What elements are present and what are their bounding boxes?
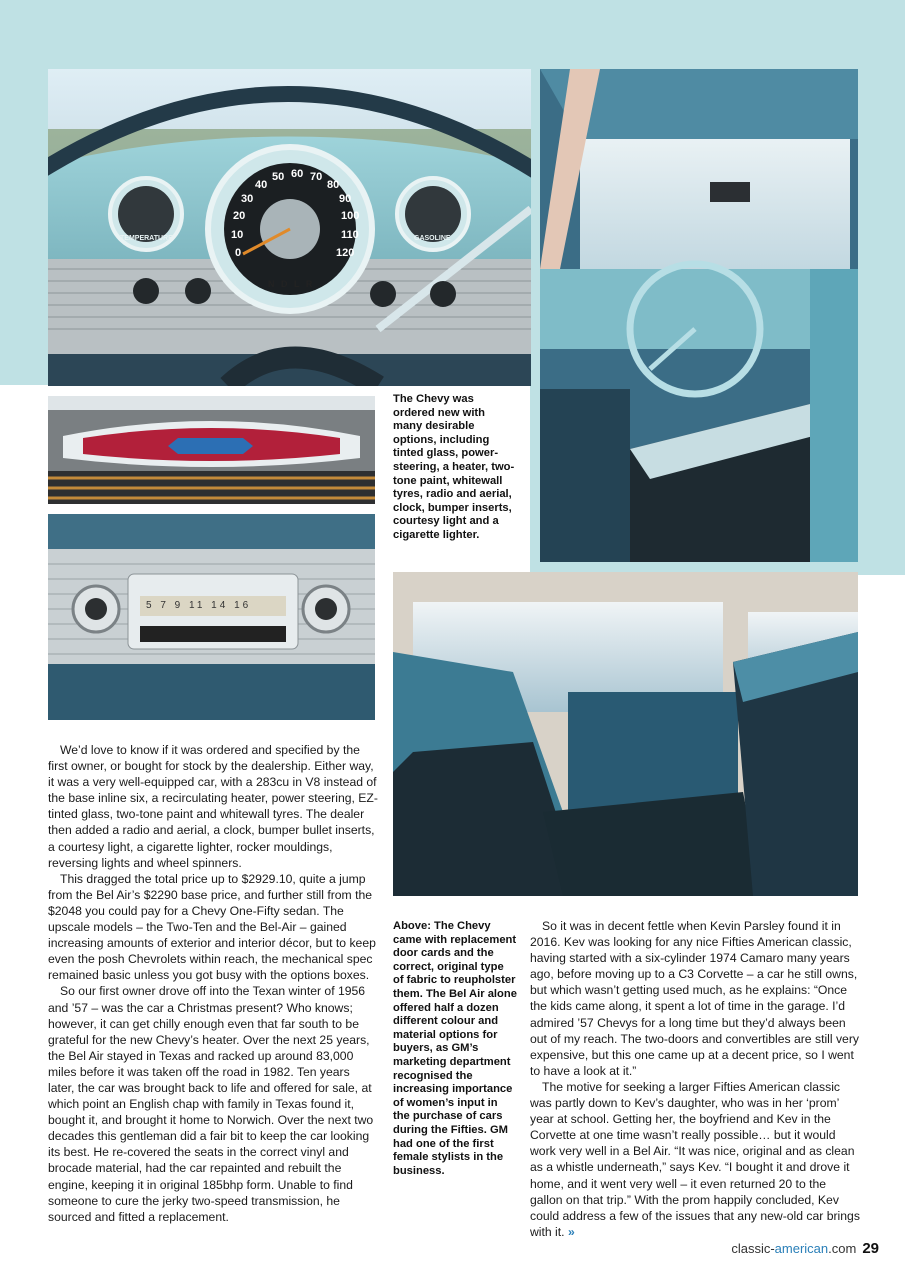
rear-seat-photo [393, 572, 858, 896]
speedo-number: 80 [327, 179, 340, 191]
article-paragraph: So our first owner drove off into the Texan winter of 1956 and ’57 – was the car a Christmas present? Who knows; however, it can get chilly enough even that far south to be grateful for the new Chevy’s heater. Over the next 25 years, the Bel Air stayed in Texas and racked up around 83,000 miles before it was taken off the road in 1982. Ten years later, the car was brought back to life and offered for sale, at which point an English chap with family in Texas found it, bought it, and brought it home to Norwich. Over the next two decades this gentleman did a fair bit to keep the car looking its best. He re-covered the seats in the correct vinyl and brocade material, had the car repainted and rebuilt the engine, keeping it in original 185bhp form. Unable to find someone to cure the jerky two-speed transmission, he sourced and fitted a replacement. [48, 984, 374, 1224]
article-paragraph [530, 1079, 860, 1240]
gasoline-gauge-label: GASOLINE [414, 235, 451, 242]
page-footer [731, 1240, 879, 1257]
speedo-number: 120 [336, 247, 355, 259]
speedo-number: 100 [341, 210, 360, 222]
article-column-1 [48, 742, 378, 1225]
speedo-number: 30 [241, 193, 254, 205]
temperature-gauge-label: TEMPERATURE [120, 235, 173, 242]
speedo-number: 90 [339, 193, 352, 205]
site-suffix: .com [828, 1241, 857, 1256]
article-paragraph: So it was in decent fettle when Kevin Parsley found it in 2016. Kev was looking for any nice Fifties American classic, having started with a six-cylinder 1974 Camaro many years ago, before moving up to a C3 Corvette – a car he still owns, but which wasn’t getting used much, as he explains: “Once the kids came along, it spent a lot of time in the garage. I’d admired ’57 Chevys for a long time but they’d always been out of my reach. The two-doors and convertibles are still very expensive, but this one came up at a decent price, so I went to have a look at it.” [530, 919, 859, 1078]
article-paragraph-text: The motive for seeking a larger Fifties American classic was partly down to Kev’s daughter, who was in her ‘prom’ year at school. Getting her, the boyfriend and Kev in the Corvette at one time wasn’t really possible… but it would work very well in a Bel Air. “It was nice, original and as clean as a whistle underneath,” says Kev. “I bought it and drove it home, and it went very well – it even returned 20 to the gallon on that trip.” With the prom happily concluded, Kev could address a few of the issues that any new-old car brings with it. [530, 1079, 860, 1239]
radio-dial-numbers: 5 7 9 11 14 16 [146, 600, 252, 611]
article-paragraph: We’d love to know if it was ordered and specified by the first owner, or bought for stock by the dealership. Either way, it was a very well-equipped car, with a 283cu in V8 instead of the base inline six, a recirculating heater, power steering, EZ-tinted glass, two-tone paint and whitewall tyres. The dealer then added a radio and aerial, a clock, bumper bullet inserts, a courtesy light, a cigarette lighter, rocker mouldings, reversing lights and wheel spinners. [48, 743, 378, 870]
dashboard-caption: The Chevy was ordered new with many desirable options, including tinted glass, power-steering, a heater, two-tone paint, whitewall tyres, radio and aerial, clock, bumper inserts, courtesy light and a cigarette lighter. [393, 393, 515, 541]
continue-marker-icon: » [567, 1224, 575, 1239]
front-interior-photo [540, 69, 858, 562]
site-name: american [774, 1241, 829, 1256]
interior-caption: Above: The Chevy came with replacement door cards and the correct, original type of fabric to reupholster them. The Bel Air alone offered half a dozen different colour and material options for buyers, as GM’s marketing department recognised the increasing importance of women’s input in the purchase of cars during the Fifties. GM had one of the first female stylists in the business. [393, 920, 517, 1177]
speedo-number: 0 [235, 247, 242, 259]
speedo-number: 110 [341, 229, 359, 241]
speedometer-numbers [48, 69, 531, 386]
grille-emblem-photo [48, 396, 375, 504]
speedo-number: 40 [255, 179, 268, 191]
speedo-number: 10 [231, 229, 244, 241]
page-number: 29 [862, 1240, 879, 1257]
speedo-number: 60 [291, 168, 304, 180]
article-paragraph: This dragged the total price up to $2929.10, quite a jump from the Bel Air’s $2290 base price, and further still from the $2048 you could pay for a Chevy One-Fifty sedan. The upscale models – the Two-Ten and the Bel-Air – gained increasing amounts of exterior and interior décor, but to keep even the posh Chevrolets within reach, the mechanical spec remained basic unless you got busy with the options boxes. [48, 871, 376, 983]
speedo-number: 20 [233, 210, 246, 222]
radio-photo [48, 514, 375, 720]
site-prefix: classic- [731, 1241, 775, 1256]
speedo-number: 70 [310, 171, 323, 183]
speedo-number: 50 [272, 171, 285, 183]
article-column-3 [530, 918, 860, 1240]
dashboard-photo [48, 69, 531, 386]
gear-indicator: N D L R [268, 279, 315, 289]
